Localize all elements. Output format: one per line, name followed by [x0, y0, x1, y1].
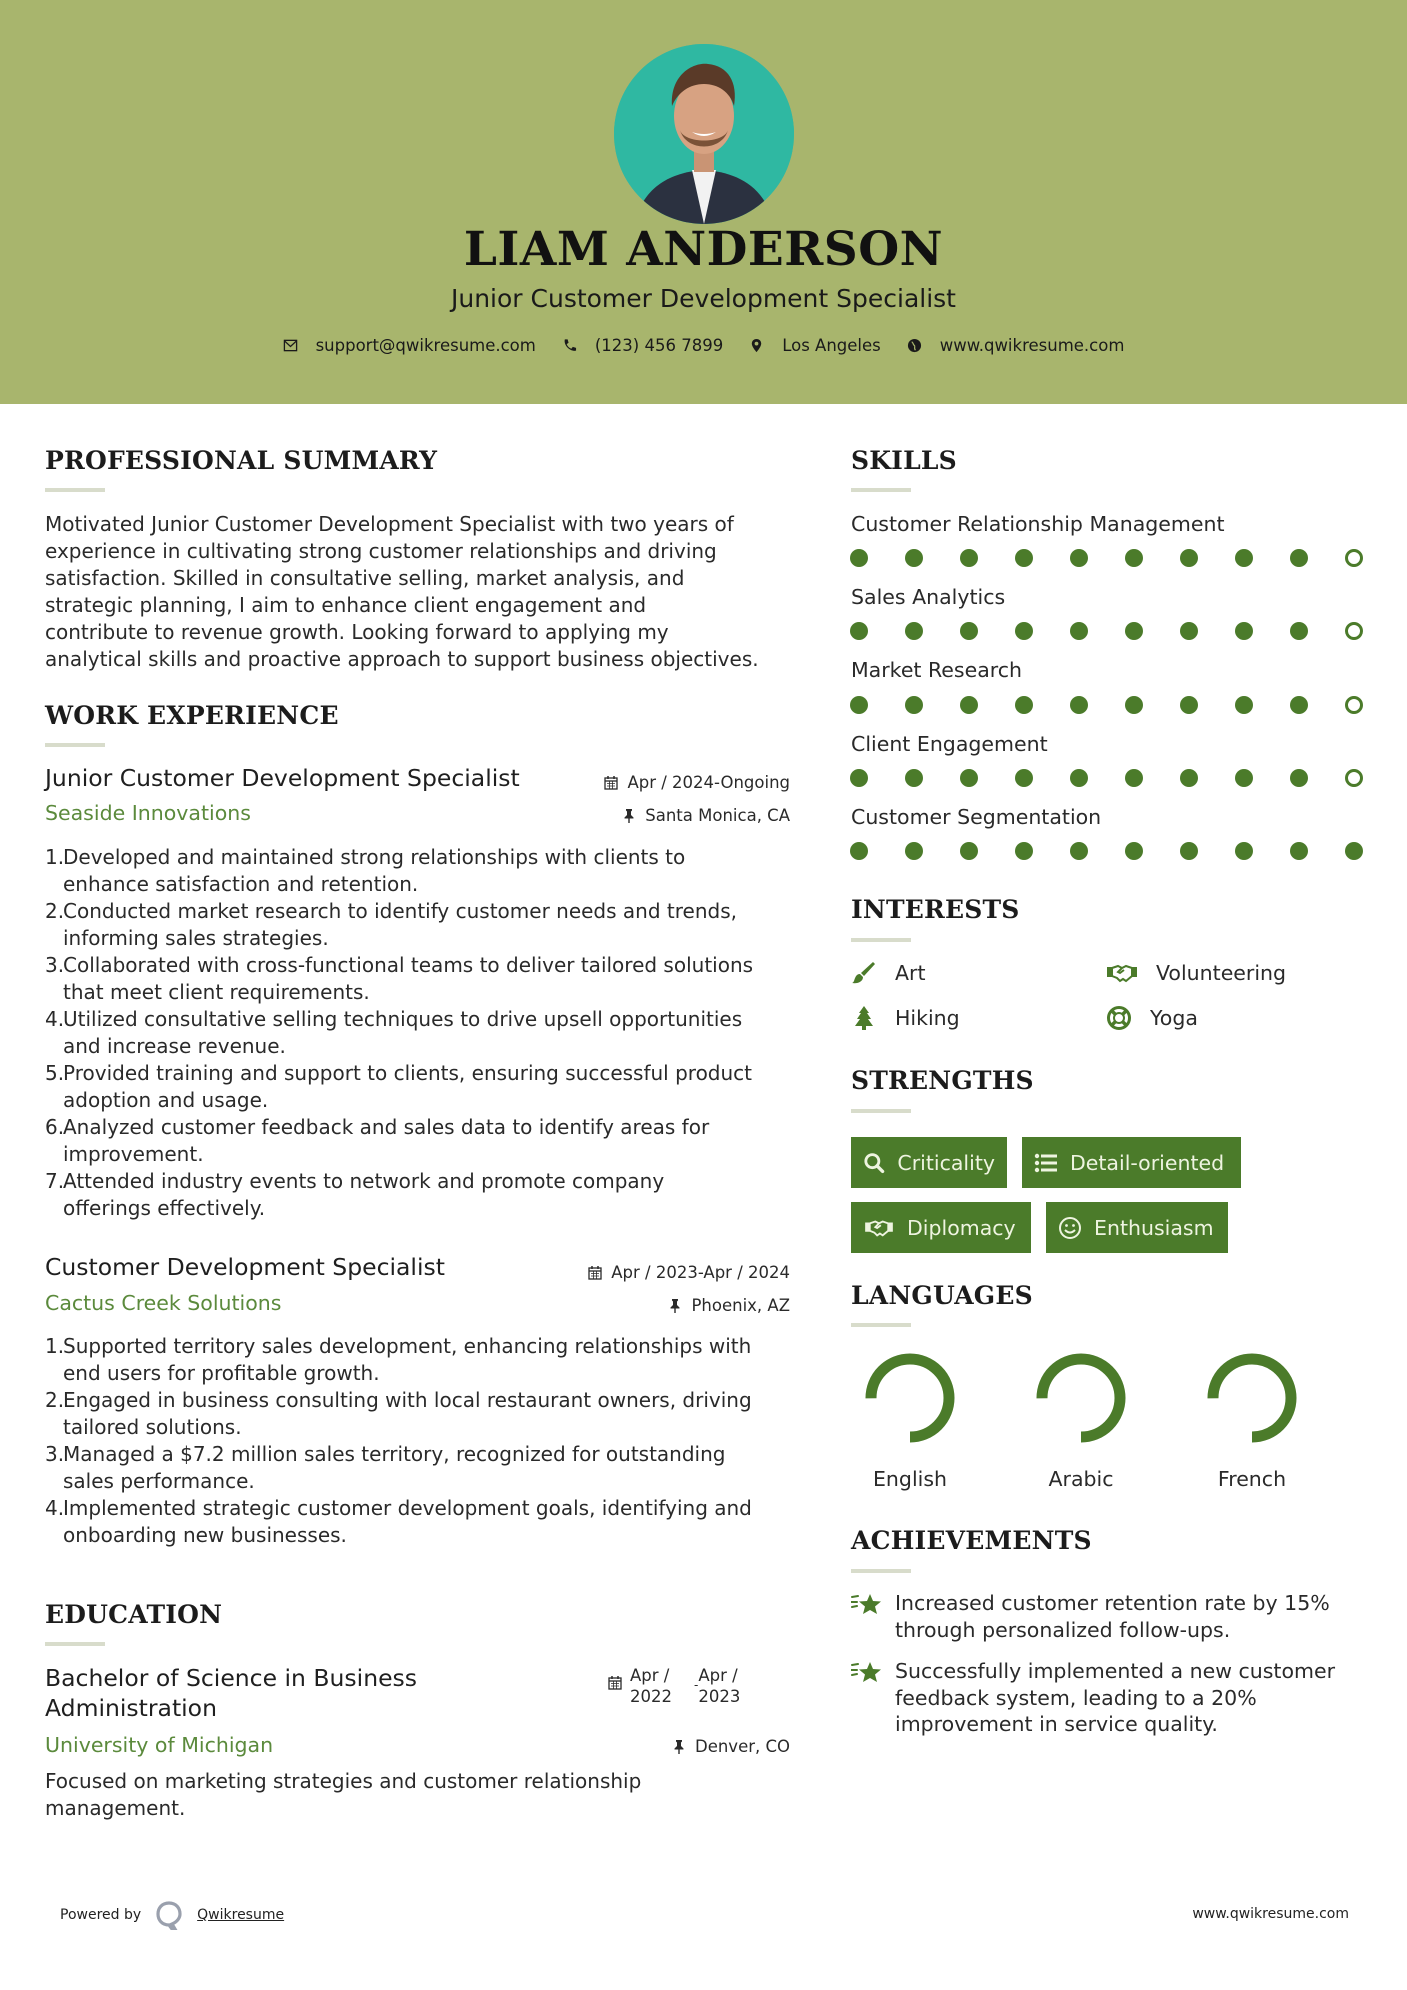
achievement-item: [851, 1658, 1351, 1738]
calendar-icon: [608, 1675, 622, 1690]
summary-line: Motivated Junior Customer Development Specialist with two years of: [45, 512, 734, 536]
interest-label: Art: [895, 961, 926, 985]
education-desc-line: management.: [45, 1796, 186, 1820]
smile-icon: [1058, 1216, 1082, 1240]
pushpin-icon: [668, 1298, 682, 1313]
company-name: Seaside Innovations: [45, 801, 251, 825]
skill-dot-empty: [1345, 549, 1363, 567]
globe-icon: [907, 338, 922, 353]
achievement-text: Successfully implemented a new customer feedback system, leading to a 20% improvement in service quality.: [895, 1659, 1336, 1736]
job-dates: [588, 1263, 790, 1282]
language-item: [1187, 1352, 1317, 1491]
strength-label: Enthusiasm: [1094, 1215, 1214, 1240]
map-pin-icon: [749, 338, 764, 353]
summary-line: strategic planning, I aim to enhance client engagement and: [45, 593, 647, 617]
interests-heading: INTERESTS: [851, 895, 1020, 924]
skill-name: Market Research: [851, 658, 1023, 682]
job-bullets: [45, 844, 805, 1222]
language-item: [845, 1352, 975, 1491]
company-name: Cactus Creek Solutions: [45, 1291, 282, 1315]
degree-line: Administration: [45, 1694, 217, 1722]
languages-heading: LANGUAGES: [851, 1281, 1033, 1310]
strength-label: Criticality: [897, 1150, 995, 1175]
bullet-item: 5. Provided training and support to clients, ensuring successful product adoption and usage.: [45, 1061, 753, 1112]
location-text: Los Angeles: [782, 336, 881, 355]
job-title: Junior Customer Development Specialist: [45, 764, 520, 792]
list-icon: [1034, 1151, 1058, 1175]
envelope-icon: [283, 338, 298, 353]
job-bullets: [45, 1333, 805, 1549]
calendar-icon: [604, 775, 618, 790]
interest-hiking: [851, 1005, 960, 1031]
skill-dot-filled: [1180, 622, 1198, 640]
pushpin-icon: [672, 1739, 686, 1754]
phone-icon: [562, 338, 577, 353]
skill-dot-filled: [1070, 696, 1088, 714]
strength-badge-detail-oriented: [1022, 1137, 1241, 1188]
website-text: www.qwikresume.com: [939, 336, 1125, 355]
shooting-star-icon: [851, 1591, 883, 1619]
skill-dot-filled: [1290, 549, 1308, 567]
skill-dot-filled: [1015, 622, 1033, 640]
skill-dot-filled: [905, 769, 923, 787]
achievements-heading: ACHIEVEMENTS: [851, 1526, 1092, 1555]
interest-label: Yoga: [1150, 1006, 1198, 1030]
language-name: English: [872, 1467, 948, 1491]
skill-dot-filled: [905, 696, 923, 714]
skill-rating: [850, 696, 1363, 714]
skill-dot-filled: [1070, 842, 1088, 860]
bullet-item: 4. Utilized consultative selling techniques to drive upsell opportunities and increase revenue.: [45, 1007, 743, 1058]
qwikresume-link[interactable]: Qwikresume: [197, 1907, 285, 1923]
footer-powered-by: [60, 1900, 284, 1930]
skill-dot-filled: [1125, 696, 1143, 714]
skill-dot-empty: [1345, 622, 1363, 640]
skill-dot-empty: [1345, 769, 1363, 787]
education-location-text: Denver, CO: [694, 1737, 790, 1756]
resume-header: [0, 0, 1407, 404]
contact-website[interactable]: [907, 336, 1125, 355]
experience-heading: WORK EXPERIENCE: [45, 701, 339, 730]
skill-dot-filled: [1180, 842, 1198, 860]
languages-underline: [851, 1323, 911, 1327]
job-title: Customer Development Specialist: [45, 1253, 445, 1281]
job-dates-text: Apr / 2024-Ongoing: [627, 773, 790, 792]
paintbrush-icon: [851, 960, 877, 986]
skill-dot-filled: [1070, 769, 1088, 787]
skill-dot-filled: [960, 842, 978, 860]
achievement-text: Increased customer retention rate by 15% through personalized follow-ups.: [895, 1591, 1330, 1642]
skill-dot-filled: [850, 769, 868, 787]
skill-dot-filled: [1290, 622, 1308, 640]
summary-line: contribute to revenue growth. Looking forward to applying my: [45, 620, 669, 644]
candidate-title: Junior Customer Development Specialist: [450, 284, 956, 313]
strength-badge-enthusiasm: [1046, 1202, 1228, 1253]
skill-rating: [850, 549, 1363, 567]
skill-dot-filled: [1125, 842, 1143, 860]
skill-name: Sales Analytics: [851, 585, 1006, 609]
strength-badge-diplomacy: [851, 1202, 1031, 1253]
contact-location: [749, 336, 881, 355]
language-name: Arabic: [1048, 1467, 1114, 1491]
skill-dot-filled: [850, 696, 868, 714]
skill-name: Customer Relationship Management: [851, 512, 1225, 536]
pushpin-icon: [622, 808, 636, 823]
contact-phone[interactable]: [562, 336, 723, 355]
summary-heading: PROFESSIONAL SUMMARY: [45, 446, 438, 475]
skill-dot-filled: [1125, 549, 1143, 567]
interest-volunteering: [1106, 960, 1286, 986]
email-text: support@qwikresume.com: [315, 336, 536, 355]
skill-dot-filled: [960, 549, 978, 567]
summary-text: [45, 511, 805, 673]
skill-dot-filled: [905, 842, 923, 860]
bullet-item: 2. Conducted market research to identify customer needs and trends, informing sales strategies.: [45, 899, 737, 950]
bullet-item: 3. Managed a $7.2 million sales territory, recognized for outstanding sales performance.: [45, 1442, 726, 1493]
strength-badge-criticality: [851, 1137, 1007, 1188]
job-dates: [604, 773, 790, 792]
degree-line: Bachelor of Science in Business: [45, 1664, 418, 1692]
skill-dot-filled: [1290, 842, 1308, 860]
skill-dot-filled: [905, 549, 923, 567]
edu-start-date: Apr / 2022: [630, 1666, 672, 1706]
language-name: French: [1217, 1467, 1287, 1491]
bullet-item: 7. Attended industry events to network and promote company offerings effectively.: [45, 1169, 665, 1220]
calendar-icon: [588, 1265, 602, 1280]
skill-dot-filled: [1180, 696, 1198, 714]
degree-title: [45, 1663, 417, 1723]
skill-dot-filled: [1015, 549, 1033, 567]
contact-bar: [0, 336, 1407, 355]
interests-underline: [851, 938, 911, 942]
bullet-item: 2. Engaged in business consulting with local restaurant owners, driving tailored solutions.: [45, 1388, 752, 1439]
bullet-item: 3. Collaborated with cross-functional teams to deliver tailored solutions that meet client requirements.: [45, 953, 754, 1004]
strength-label: Diplomacy: [907, 1215, 1016, 1240]
skill-dot-filled: [1070, 549, 1088, 567]
skill-rating: [850, 622, 1363, 640]
skill-dot-filled: [1070, 622, 1088, 640]
skill-dot-filled: [850, 622, 868, 640]
skill-dot-filled: [1125, 769, 1143, 787]
skill-dot-filled: [1015, 769, 1033, 787]
tree-icon: [851, 1005, 877, 1031]
skill-dot-filled: [1235, 622, 1253, 640]
strengths-heading: STRENGTHS: [851, 1066, 1034, 1095]
interest-art: [851, 960, 926, 986]
experience-underline: [45, 743, 105, 747]
strength-label: Detail-oriented: [1070, 1150, 1225, 1175]
skill-rating: [850, 769, 1363, 787]
job-location: [622, 806, 790, 825]
skill-name: Client Engagement: [851, 732, 1048, 756]
candidate-name: LIAM ANDERSON: [463, 222, 944, 277]
skill-dot-filled: [905, 622, 923, 640]
lifebuoy-icon: [1106, 1005, 1132, 1031]
search-icon: [863, 1151, 885, 1175]
skill-dot-filled: [1235, 769, 1253, 787]
skill-dot-filled: [1015, 842, 1033, 860]
skill-dot-filled: [850, 842, 868, 860]
job-location-text: Santa Monica, CA: [645, 806, 790, 825]
skill-dot-filled: [1235, 696, 1253, 714]
education-dates: [608, 1665, 740, 1707]
handshake-icon: [1106, 960, 1138, 986]
skill-dot-filled: [1125, 622, 1143, 640]
summary-line: experience in cultivating strong customer relationships and driving: [45, 539, 717, 563]
language-progress-ring: [1206, 1352, 1298, 1444]
skill-dot-empty: [1345, 696, 1363, 714]
powered-by-text: Powered by: [60, 1907, 142, 1923]
interest-label: Volunteering: [1156, 961, 1287, 985]
skill-dot-filled: [1345, 842, 1363, 860]
education-desc-line: Focused on marketing strategies and customer relationship: [45, 1769, 642, 1793]
language-progress-ring: [1035, 1352, 1127, 1444]
achievements-underline: [851, 1569, 911, 1573]
language-progress-ring: [864, 1352, 956, 1444]
school-name: University of Michigan: [45, 1733, 274, 1757]
skill-dot-filled: [960, 696, 978, 714]
summary-line: analytical skills and proactive approach to support business objectives.: [45, 647, 759, 671]
education-heading: EDUCATION: [45, 1600, 223, 1629]
qwikresume-logo-icon: [155, 1900, 183, 1930]
interest-yoga: [1106, 1005, 1198, 1031]
skill-dot-filled: [960, 769, 978, 787]
profile-photo: [614, 44, 794, 224]
interest-label: Hiking: [895, 1006, 960, 1030]
skill-dot-filled: [850, 549, 868, 567]
skill-dot-filled: [1290, 769, 1308, 787]
language-item: [1016, 1352, 1146, 1491]
edu-end-date: Apr / 2023: [698, 1666, 741, 1706]
skills-heading: SKILLS: [851, 446, 957, 475]
bullet-item: 1. Developed and maintained strong relationships with clients to enhance satisfaction and retention.: [45, 845, 686, 896]
summary-line: satisfaction. Skilled in consultative selling, market analysis, and: [45, 566, 685, 590]
bullet-item: 6. Analyzed customer feedback and sales data to identify areas for improvement.: [45, 1115, 710, 1166]
bullet-item: 1. Supported territory sales development, enhancing relationships with end users for profitable growth.: [45, 1334, 752, 1385]
handshake-icon: [863, 1216, 895, 1240]
job-dates-text: Apr / 2023-Apr / 2024: [611, 1263, 790, 1282]
person-photo-icon: [614, 44, 794, 224]
skill-dot-filled: [1235, 549, 1253, 567]
summary-underline: [45, 488, 105, 492]
skill-dot-filled: [960, 622, 978, 640]
skill-name: Customer Segmentation: [851, 805, 1102, 829]
achievement-item: [851, 1590, 1351, 1643]
footer-website-link[interactable]: www.qwikresume.com: [1192, 1906, 1349, 1922]
education-underline: [45, 1642, 105, 1646]
strengths-underline: [851, 1109, 911, 1113]
job-location: [668, 1296, 790, 1315]
skill-dot-filled: [1180, 769, 1198, 787]
education-description: [45, 1768, 805, 1822]
date-separator: -: [694, 1678, 699, 1692]
shooting-star-icon: [851, 1659, 883, 1687]
skill-dot-filled: [1015, 696, 1033, 714]
contact-email[interactable]: [283, 336, 536, 355]
phone-text: (123) 456 7899: [594, 336, 724, 355]
bullet-item: 4. Implemented strategic customer development goals, identifying and onboarding new businesses.: [45, 1496, 752, 1547]
skills-underline: [851, 488, 911, 492]
skill-dot-filled: [1235, 842, 1253, 860]
skill-dot-filled: [1290, 696, 1308, 714]
education-location: [672, 1737, 790, 1756]
skill-dot-filled: [1180, 549, 1198, 567]
job-location-text: Phoenix, AZ: [691, 1296, 790, 1315]
skill-rating: [850, 842, 1363, 860]
